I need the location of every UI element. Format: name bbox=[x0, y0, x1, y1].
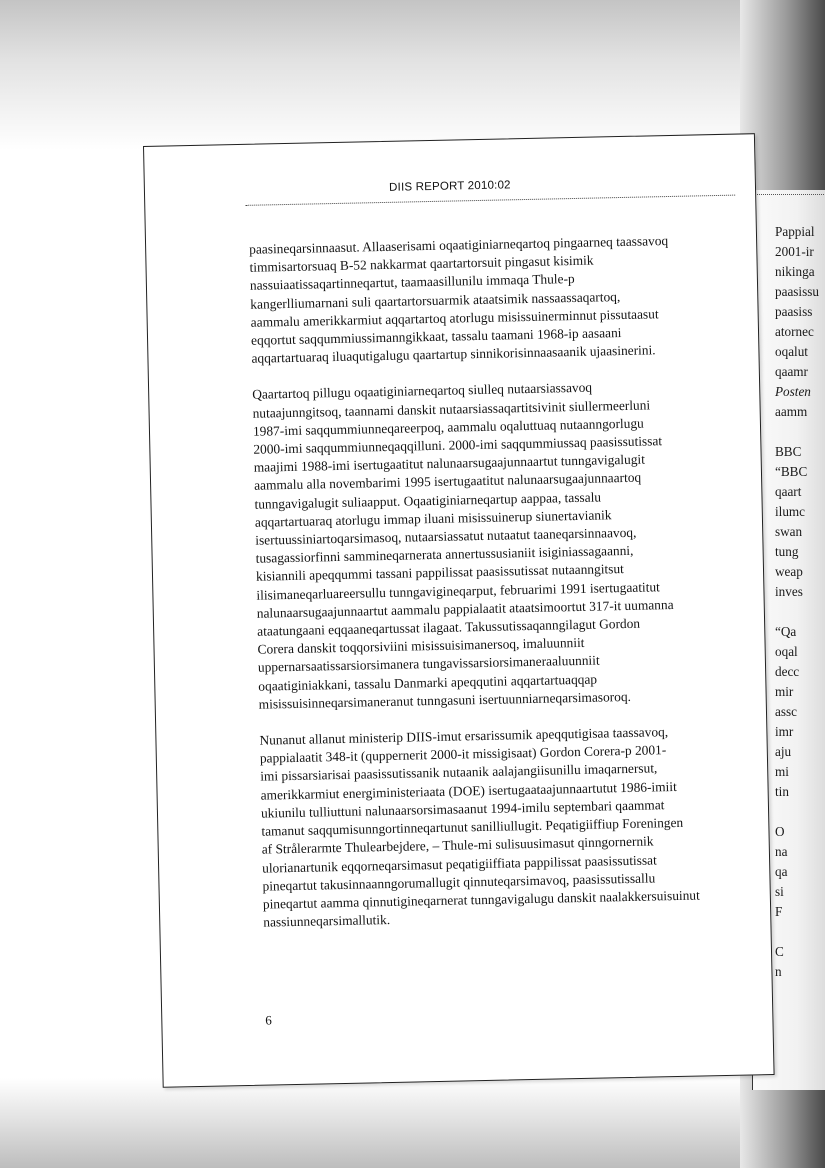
adjacent-text-fragment: oqal bbox=[775, 644, 798, 659]
header-rule bbox=[245, 195, 735, 206]
adjacent-text-fragment: si bbox=[775, 884, 784, 899]
paragraph bbox=[252, 376, 759, 714]
text-line: tusagassiorfinni sammineqarnerata annertussusianiit isiginiassagaanni, bbox=[255, 543, 634, 566]
adjacent-text-fragment: qaamr bbox=[775, 364, 808, 379]
text-line: aammalu amerikkarmiut aqqartartoq atorlugu misissuinerminnut pissutaasut bbox=[250, 306, 659, 330]
text-line: pineqartut aamma qinnutigineqarnerat tunngavigalugu danskit naalakkersuisuinut bbox=[262, 887, 700, 912]
text-line: Qaartartoq pillugu oqaatiginiarneqartoq siulleq nutaarsiassavoq bbox=[252, 380, 593, 403]
adjacent-text-fragment: swan bbox=[775, 524, 803, 539]
fragment-gap bbox=[775, 422, 825, 442]
scan-background-top bbox=[0, 0, 825, 150]
paragraph bbox=[249, 230, 752, 368]
text-line: misissuisinneqarsimaneranut tunngasuni isertuunniarneqarsimasoroq. bbox=[258, 688, 632, 712]
text-line: pineqartut takusinnaanngorumallugit qinnuteqarsimavoq, paasissutissallu bbox=[262, 870, 656, 894]
text-line: tunngavigalugit suliaapput. Oqaatiginiarneqartup aappaa, tassalu bbox=[254, 489, 602, 512]
text-line: isertuussiniartoqarsimasoq, nutaarsiassatut nutaatut taaneqarsinnaavoq, bbox=[255, 524, 637, 548]
body-text bbox=[249, 230, 764, 950]
scan-background-bottom bbox=[0, 1078, 825, 1168]
text-line: ukiunilu tulliuttuni nalunaarsorsimasaanut 1994-imilu septembari qaammat bbox=[260, 797, 665, 821]
text-line: ilisimaneqarluareersullu tunngavigineqarput, februarimi 1991 isertugaatitut bbox=[256, 578, 660, 603]
text-line: af Strålerarmte Thulearbejdere, – Thule-mi sulisuusimasut qinngornernik bbox=[261, 833, 654, 857]
text-line: paasineqarsinnaasut. Allaaserisami oqaatiginiarneqartoq pingaarneq taassavoq bbox=[249, 233, 669, 257]
text-line: maajimi 1988-imi isertugaatitut nalunaarsugaajunnaartut tunngavigalugit bbox=[253, 451, 646, 475]
text-line: aqqartartuaraq atorlugu immap iluani misissuinerup siunertavianik bbox=[254, 507, 612, 530]
adjacent-text-fragment: paasissu bbox=[775, 284, 819, 299]
adjacent-page-rule bbox=[753, 194, 825, 195]
text-line: kisiannili apeqqummi tassani pappilissat paasissutissat nutaanngitsut bbox=[255, 561, 624, 585]
document-page bbox=[143, 133, 775, 1088]
adjacent-text-fragment: assc bbox=[775, 704, 797, 719]
adjacent-text-fragment: aju bbox=[775, 744, 792, 759]
adjacent-text-fragment: decc bbox=[775, 664, 800, 679]
adjacent-text-fragment: “Qa bbox=[775, 624, 797, 639]
adjacent-text-fragment: n bbox=[775, 964, 782, 979]
text-line: nalunaarsugaajunnaartut aammalu pappialaatit ataatsimoortut 317-it uumanna bbox=[256, 596, 674, 621]
text-line: nutaajunngitsoq, taannami danskit nutaarsiassaqartitsivinit siullermeerluni bbox=[252, 397, 651, 421]
page-number: 6 bbox=[265, 1012, 272, 1028]
paragraph bbox=[259, 721, 763, 932]
adjacent-text-fragment: nikinga bbox=[775, 264, 815, 279]
adjacent-text-fragment: qa bbox=[775, 864, 788, 879]
text-line: 1987-imi saqqummiunneqareerpoq, aammalu oqaluttuaq nutaanngorlugu bbox=[252, 415, 644, 439]
text-line: Corera danskit toqqorsiviini misissuisimanersoq, imaluunniit bbox=[257, 635, 585, 657]
fragment-gap bbox=[775, 922, 825, 942]
adjacent-text-fragment: Pappial bbox=[775, 224, 815, 239]
adjacent-text-fragment: Posten bbox=[775, 384, 811, 399]
text-line: uppernarsaatissarsiorsimanera tungavissarsiorsimaneraaluunniit bbox=[257, 653, 600, 676]
text-line: ataatungaani eqqaaneqartussat ilagaat. Takussutissaqanngilagut Gordon bbox=[257, 615, 641, 639]
text-line: imi pissarsiarisai paasissutissanik nutaanik aalajangiisunillu imaqarnersut, bbox=[260, 760, 658, 785]
adjacent-text-fragment: F bbox=[775, 904, 783, 919]
text-line: eqqortut saqqummiussimanngikkaat, tassalu taamani 1968-ip aasaani bbox=[250, 325, 622, 348]
adjacent-text-fragment: weap bbox=[775, 564, 803, 579]
adjacent-text-fragment: tung bbox=[775, 544, 799, 559]
text-line: Nunanut allanut ministerip DIIS-imut ersarissumik apeqqutigisaa taassavoq, bbox=[259, 724, 669, 748]
adjacent-text-fragment: 2001-ir bbox=[775, 244, 814, 259]
fragment-gap bbox=[775, 602, 825, 622]
text-line: ulorianartunik eqqorneqarsimasut peqatigiiffiata pappilissat paasissutissat bbox=[261, 851, 657, 876]
adjacent-text-fragment: mi bbox=[775, 764, 789, 779]
adjacent-text-fragment: ilumc bbox=[775, 504, 806, 519]
adjacent-text-fragment: O bbox=[775, 824, 785, 839]
adjacent-text-fragment: tin bbox=[775, 784, 789, 799]
text-line: pappialaatit 348-it (quppernerit 2000-it missigisaat) Gordon Corera-p 2001- bbox=[259, 742, 667, 766]
text-line: aqqartartuaraq iluaqutigalugu qaartartup sinnikorisinnaasaanik ujaasinerini. bbox=[251, 342, 656, 366]
adjacent-text-fragment: paasiss bbox=[775, 304, 813, 319]
text-line: nassiunneqarsimallutik. bbox=[263, 912, 391, 930]
text-line: 2000-imi saqqummiunneqaqqilluni. 2000-imi saqqummiussaq paasissutissat bbox=[253, 433, 663, 457]
adjacent-text-fragment: BBC bbox=[775, 444, 802, 459]
fragment-gap bbox=[775, 802, 825, 822]
adjacent-text-fragment: inves bbox=[775, 584, 803, 599]
adjacent-text-fragment: aamm bbox=[775, 404, 808, 419]
report-header: DIIS REPORT 2010:02 bbox=[388, 179, 511, 194]
text-line: tamanut saqqumisunngortinneqartunut sanilliullugit. Peqatigiiffiup Foreningen bbox=[261, 814, 684, 839]
text-line: oqaatiginiakkani, tassalu Danmarki apeqqutini aqqartartuaqqap bbox=[258, 671, 598, 694]
text-line: kangerlliumarnani suli qaartartorsuarmik ataatsimik nassaassaqartoq, bbox=[250, 288, 621, 312]
adjacent-text-fragment: na bbox=[775, 844, 788, 859]
text-line: timmisartorsuaq B-52 nakkarmat qaartartorsuit pingasut kisimik bbox=[249, 252, 594, 275]
adjacent-text-fragment: “BBC bbox=[775, 464, 808, 479]
adjacent-page-text bbox=[775, 222, 825, 982]
adjacent-text-fragment: C bbox=[775, 944, 784, 959]
text-line: amerikkarmiut energiministeriaata (DOE) isertugaataajunnaartutut 1986-imiit bbox=[260, 778, 677, 803]
adjacent-text-fragment: qaart bbox=[775, 484, 802, 499]
adjacent-text-fragment: imr bbox=[775, 724, 794, 739]
adjacent-text-fragment: mir bbox=[775, 684, 794, 699]
text-line: nassuiaatissaqartinneqartut, taamaasillunilu immaqa Thule-p bbox=[249, 271, 575, 294]
adjacent-text-fragment: oqalut bbox=[775, 344, 808, 359]
adjacent-text-fragment: atornec bbox=[775, 324, 814, 339]
text-line: aammalu alla novembarimi 1995 isertugaatitut nalunaarsugaajunnaartoq bbox=[253, 470, 642, 494]
